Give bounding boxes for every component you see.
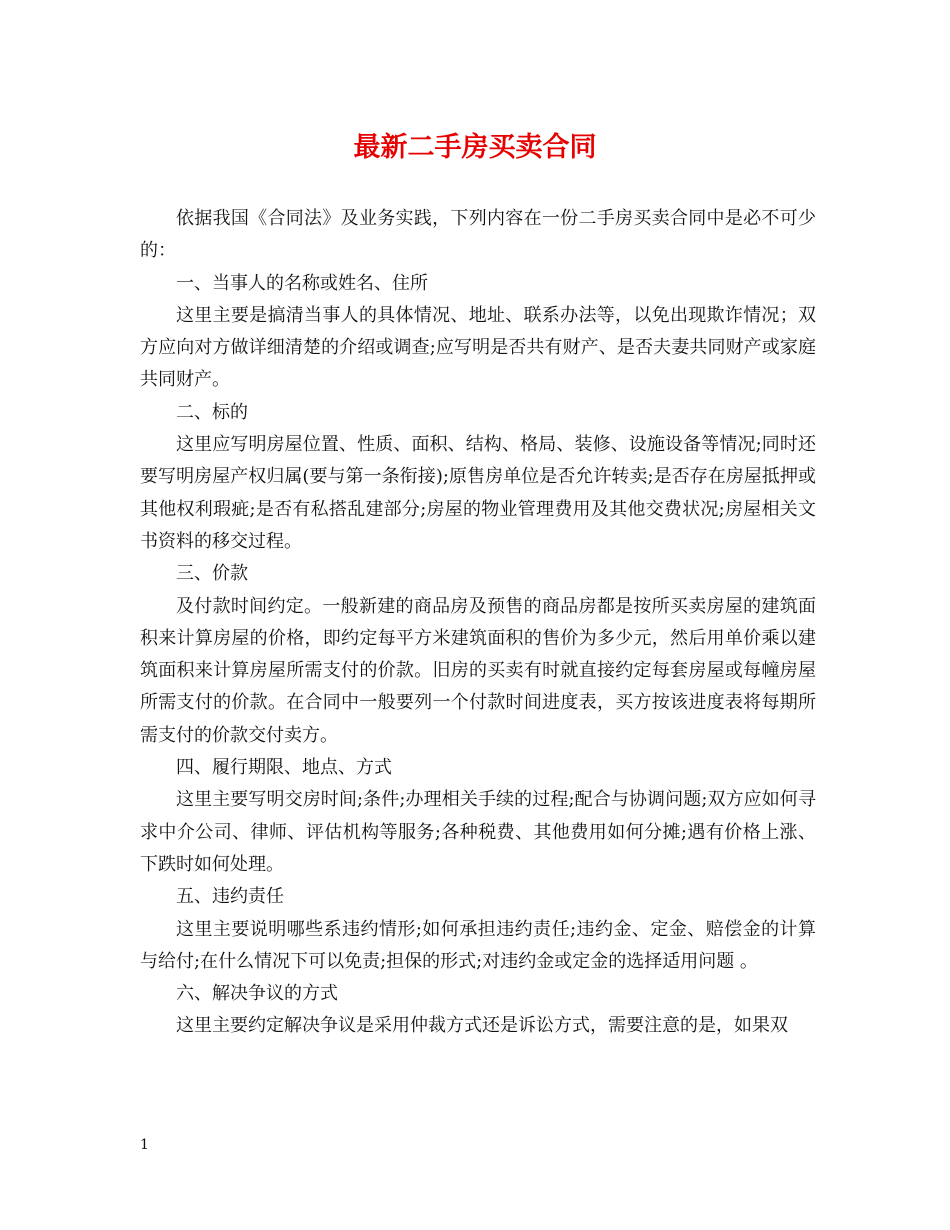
section-heading-parties: 一、当事人的名称或姓名、住所 [176, 272, 428, 294]
section-heading-performance: 四、履行期限、地点、方式 [176, 757, 392, 779]
section-heading-liability: 五、违约责任 [176, 886, 284, 908]
paragraph-parties: 这里主要是搞清当事人的具体情况、地址、联系办法等，以免出现欺诈情况；双方应向对方做详细清楚的介绍或调查;应写明是否共有财产、是否夫妻共同财产或家庭共同财产。 [140, 304, 816, 391]
page-number: 1 [140, 1137, 149, 1153]
document-title: 最新二手房买卖合同 [353, 132, 597, 163]
paragraph-intro: 依据我国《合同法》及业务实践，下列内容在一份二手房买卖合同中是必不可少的： [140, 208, 816, 262]
document-body [140, 203, 816, 1043]
paragraph-price: 及付款时间约定。一般新建的商品房及预售的商品房都是按所买卖房屋的建筑面积来计算房屋的价格，即约定每平方米建筑面积的售价为多少元，然后用单价乘以建筑面积来计算房屋所需支付的价款。旧房的买卖有时就直接约定每套房屋或每幢房屋所需支付的价款。在合同中一般要列一个付款时间进度表，买方按该进度表将每期所需支付的价款交付卖方。 [140, 595, 816, 746]
section-heading-subject: 二、标的 [176, 401, 248, 423]
paragraph-dispute: 这里主要约定解决争议是采用仲裁方式还是诉讼方式，需要注意的是，如果双 [176, 1015, 788, 1037]
section-heading-dispute: 六、解决争议的方式 [176, 983, 338, 1005]
paragraph-subject: 这里应写明房屋位置、性质、面积、结构、格局、装修、设施设备等情况;同时还要写明房屋产权归属(要与第一条衔接);原售房单位是否允许转卖;是否存在房屋抵押或其他权利瑕疵;是否有私搭乱建部分;房屋的物业管理费用及其他交费状况;房屋相关文书资料的移交过程。 [140, 434, 816, 552]
paragraph-performance: 这里主要写明交房时间;条件;办理相关手续的过程;配合与协调问题;双方应如何寻求中介公司、律师、评估机构等服务;各种税费、其他费用如何分摊;遇有价格上涨、下跌时如何处理。 [140, 789, 816, 875]
section-heading-price: 三、价款 [176, 563, 248, 585]
paragraph-liability: 这里主要说明哪些系违约情形;如何承担违约责任;违约金、定金、赔偿金的计算与给付;在什么情况下可以免责;担保的形式;对违约金或定金的选择适用问题 。 [140, 918, 816, 972]
